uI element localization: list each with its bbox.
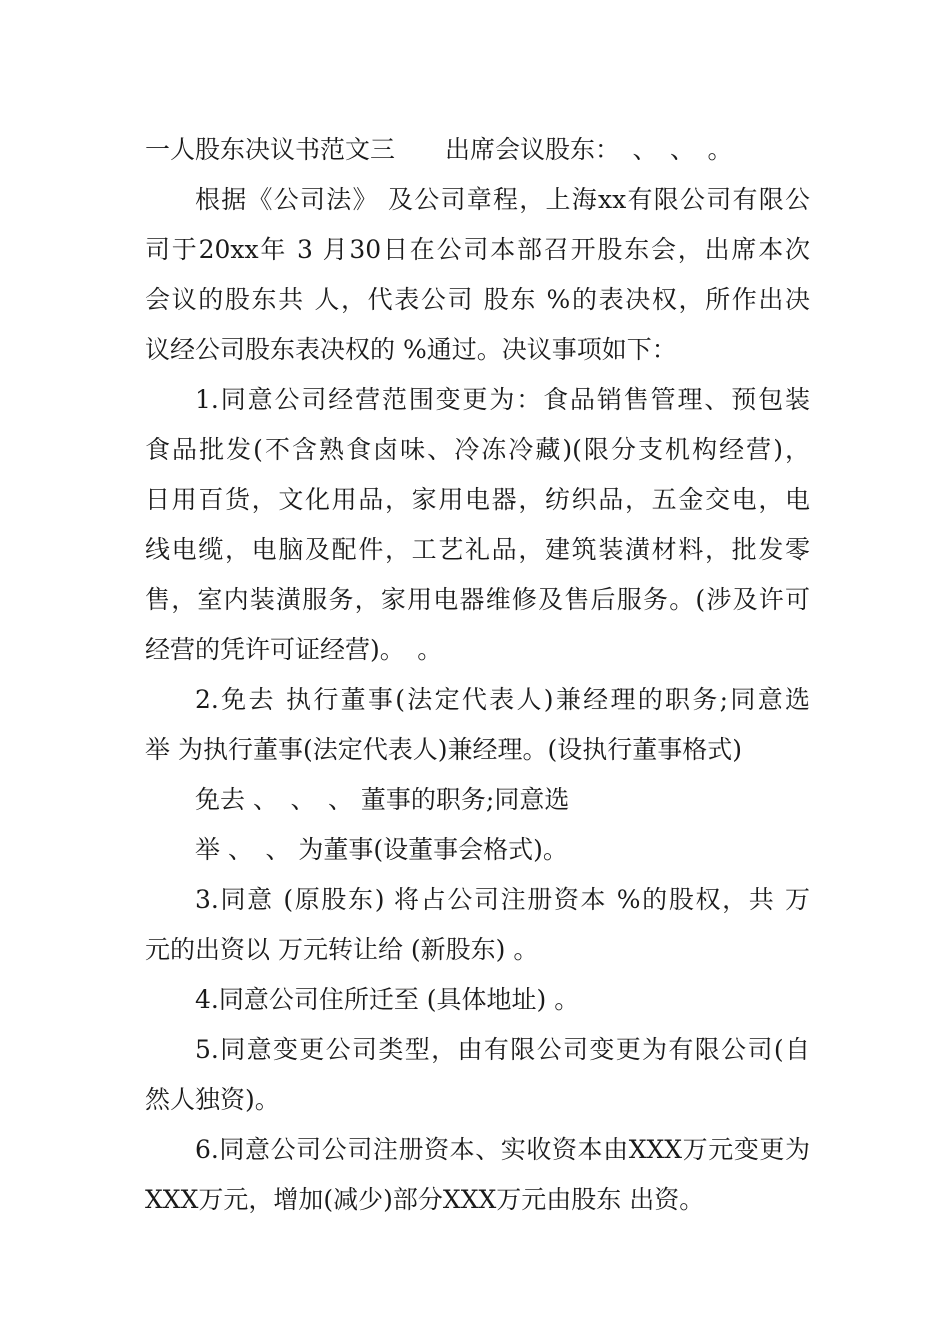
text-line-1: 一人股东决议书范文三 出席会议股东： 、 、 。 [145, 135, 733, 164]
text-line-7: 食品批发(不含熟食卤味、冷冻冷藏)(限分支机构经营)， [145, 435, 810, 464]
text-line-2: 根据《公司法》 及公司章程，上海xx有限公司有限公 [195, 185, 810, 214]
text-line-20: 然人独资)。 [145, 1085, 280, 1114]
text-line-18: 4.同意公司住所迁至 (具体地址) 。 [195, 985, 580, 1014]
text-line-22: XXX万元，增加(减少)部分XXX万元由股东 出资。 [145, 1185, 705, 1214]
text-line-6: 1.同意公司经营范围变更为：食品销售管理、预包装 [195, 385, 810, 414]
text-line-8: 日用百货，文化用品，家用电器，纺织品，五金交电，电 [145, 485, 810, 514]
text-line-10: 售，室内装潢服务，家用电器维修及售后服务。(涉及许可 [145, 585, 810, 614]
text-line-14: 免去 、 、 、 董事的职务;同意选 [195, 785, 570, 814]
text-line-21: 6.同意公司公司注册资本、实收资本由XXX万元变更为 [195, 1135, 810, 1164]
text-line-19: 5.同意变更公司类型，由有限公司变更为有限公司(自 [195, 1035, 810, 1064]
text-line-4: 会议的股东共 人，代表公司 股东 %的表决权，所作出决 [145, 285, 810, 314]
text-line-5: 议经公司股东表决权的 %通过。决议事项如下： [145, 335, 677, 364]
text-line-9: 线电缆，电脑及配件，工艺礼品，建筑装潢材料，批发零 [145, 535, 810, 564]
text-line-13: 举 为执行董事(法定代表人)兼经理。(设执行董事格式) [145, 735, 742, 764]
text-line-11: 经营的凭许可证经营)。 。 [145, 635, 443, 664]
text-line-16: 3.同意 (原股东) 将占公司注册资本 %的股权，共 万 [195, 885, 810, 914]
text-line-12: 2.免去 执行董事(法定代表人)兼经理的职务;同意选 [195, 685, 810, 714]
text-line-3: 司于20xx年 3 月30日在公司本部召开股东会，出席本次 [145, 235, 810, 264]
text-line-17: 元的出资以 万元转让给 (新股东) 。 [145, 935, 539, 964]
text-line-15: 举 、 、 为董事(设董事会格式)。 [195, 835, 568, 864]
